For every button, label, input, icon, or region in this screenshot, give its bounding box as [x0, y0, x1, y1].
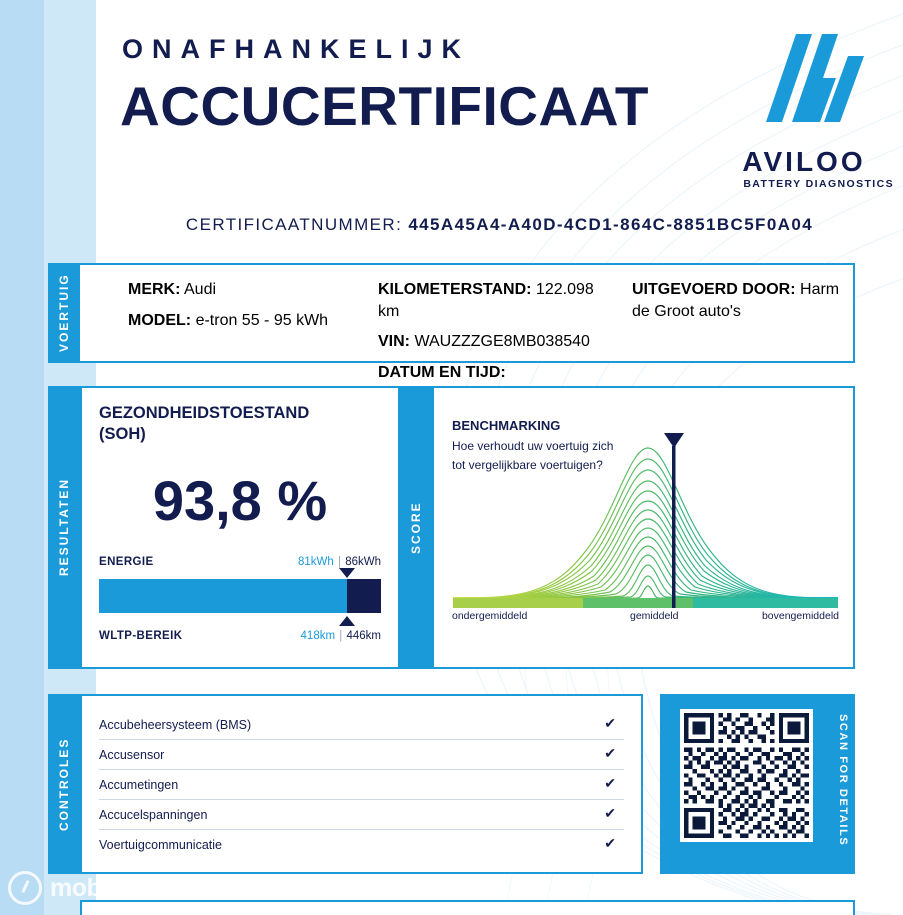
check-icon: ✔ — [604, 745, 616, 761]
certificate-number-value: 445A45A4-A40D-4CD1-864C-8851BC5F0A04 — [408, 215, 814, 234]
vehicle-field-datetime-label: DATUM EN TIJD: — [378, 363, 506, 381]
checks-list — [99, 710, 624, 860]
vehicle-field-performer — [632, 279, 842, 322]
check-label: Voertuigcommunicatie — [99, 838, 222, 852]
soh-range-row — [99, 630, 381, 642]
vehicle-field-model — [128, 310, 358, 332]
list-item — [99, 800, 624, 830]
vehicle-field-performer-value: Harm de Groot auto's — [632, 281, 840, 320]
header-kicker: ONAFHANKELIJK — [122, 34, 471, 64]
soh-progress-bar — [99, 579, 381, 613]
check-icon: ✔ — [604, 835, 616, 851]
qr-panel — [660, 694, 855, 874]
list-item — [99, 710, 624, 740]
soh-range-label: WLTP-BEREIK — [99, 630, 183, 642]
soh-range-values — [301, 630, 381, 642]
benchmark-label-mid: gemiddeld — [630, 610, 679, 622]
aviloo-logo-subtitle: BATTERY DIAGNOSTICS — [743, 178, 894, 190]
footer-strip — [80, 900, 855, 915]
soh-energy-max: 86kWh — [345, 556, 381, 568]
soh-bar-marker-top — [339, 568, 355, 578]
vehicle-field-vin — [378, 331, 608, 353]
vehicle-field-vin-label: VIN: — [378, 333, 410, 351]
soh-energy-values — [298, 556, 381, 568]
section-tab-vehicle: VOERTUIG — [48, 263, 80, 363]
aviloo-logo — [714, 26, 894, 191]
soh-energy-row — [99, 556, 381, 568]
vehicle-field-merk-label: MERK: — [128, 281, 181, 298]
check-icon: ✔ — [604, 805, 616, 821]
document-header — [96, 0, 903, 200]
vehicle-field-model-value: e-tron 55 - 95 kWh — [195, 311, 329, 329]
scan-for-details-label: SCAN FOR DETAILS — [837, 714, 849, 847]
check-label: Accucelspanningen — [99, 807, 208, 822]
vehicle-field-vin-value: WAUZZZGE8MB038540 — [414, 333, 590, 351]
benchmarking-panel — [432, 386, 855, 669]
watermark-logo-icon — [8, 871, 42, 905]
vehicle-field-odometer-value: 122.098 km — [378, 281, 594, 320]
soh-panel — [80, 386, 400, 669]
benchmarking-title: BENCHMARKING — [452, 418, 561, 433]
benchmark-label-high: bovengemiddeld — [761, 610, 839, 622]
check-icon: ✔ — [604, 775, 616, 791]
list-item — [99, 740, 624, 770]
vehicle-column-1 — [128, 279, 358, 340]
soh-title: GEZONDHEIDSTOESTAND (SOH) — [99, 404, 310, 444]
certificate-number-line — [96, 215, 903, 235]
vehicle-field-model-label: MODEL: — [128, 311, 192, 329]
benchmarking-chart — [448, 428, 843, 608]
benchmarking-description: Hoe verhoudt uw voertuig zich tot vergelijkbare voertuigen? — [452, 439, 614, 472]
vehicle-field-merk-value: Audi — [184, 281, 217, 298]
qr-code-image — [684, 713, 809, 838]
vehicle-panel — [48, 263, 855, 381]
soh-energy-label: ENERGIE — [99, 556, 154, 568]
soh-energy-current: 81kWh — [298, 556, 334, 568]
list-item — [99, 770, 624, 800]
section-tab-checks: CONTROLES — [48, 694, 80, 874]
vehicle-field-merk — [128, 279, 358, 301]
aviloo-logo-mark — [762, 26, 872, 131]
check-label: Accumetingen — [99, 777, 179, 792]
soh-range-current: 418km — [300, 630, 336, 642]
aviloo-logo-text: AVILOO — [742, 146, 866, 177]
qr-code[interactable] — [680, 709, 813, 842]
vehicle-field-odometer — [378, 279, 608, 322]
soh-range-max: 446km — [346, 630, 381, 642]
benchmark-label-low: ondergemiddeld — [452, 610, 528, 622]
check-label: Accusensor — [99, 747, 165, 762]
vehicle-column-3 — [632, 279, 842, 331]
list-item — [99, 830, 624, 860]
vehicle-field-performer-label: UITGEVOERD DOOR: — [632, 281, 796, 298]
checks-panel — [80, 694, 643, 874]
watermark-text: mobi — [50, 873, 108, 902]
vehicle-field-odometer-label: KILOMETERSTAND: — [378, 281, 532, 298]
soh-bar-marker-bottom — [339, 616, 355, 626]
section-tab-results: RESULTATEN — [48, 386, 80, 669]
check-icon: ✔ — [604, 715, 616, 731]
soh-range-separator: | — [339, 630, 343, 642]
watermark — [8, 871, 108, 905]
soh-energy-separator: | — [338, 556, 341, 568]
page-title: ACCUCERTIFICAAT — [120, 75, 649, 137]
soh-value: 93,8 % — [152, 469, 328, 532]
soh-progress-bar-fill — [99, 579, 347, 613]
section-tab-score: SCORE — [400, 386, 432, 669]
certificate-number-label: CERTIFICAATNUMMER: — [185, 215, 403, 234]
check-label: Accubeheersysteem (BMS) — [99, 717, 252, 732]
